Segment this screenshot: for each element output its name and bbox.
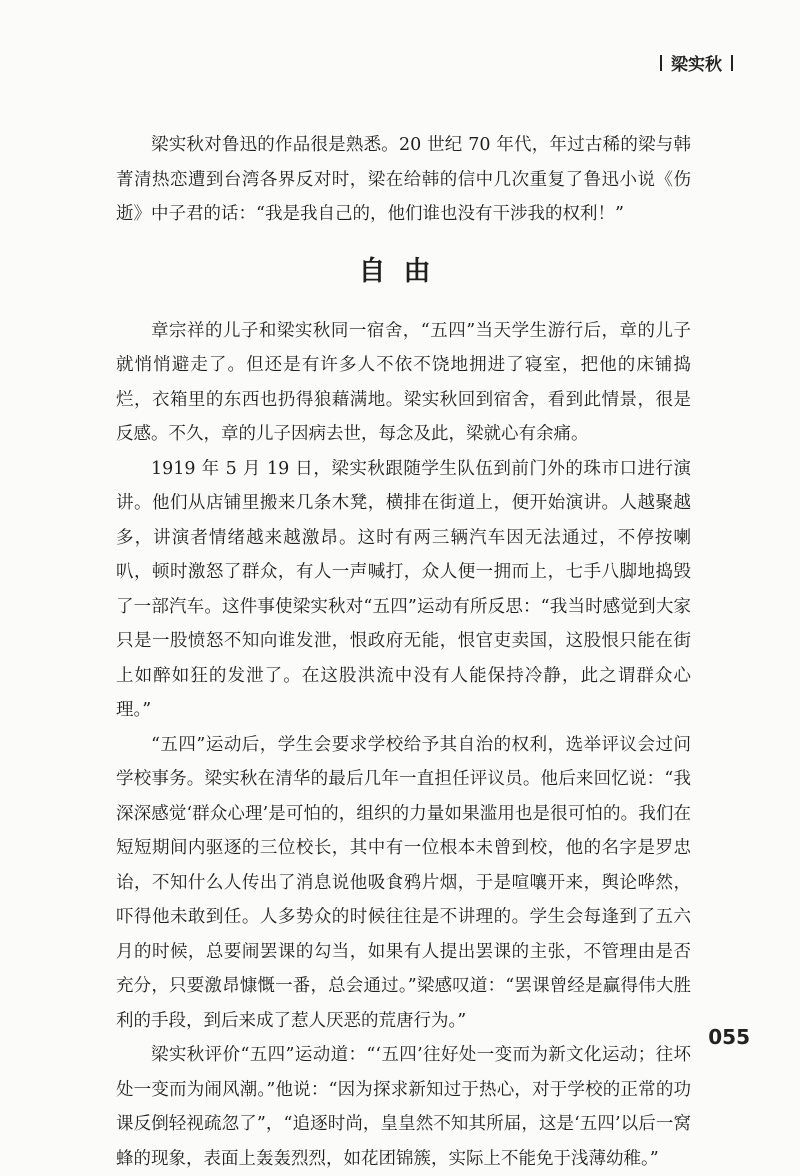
intro-paragraph: 梁实秋对鲁迅的作品很是熟悉。20 世纪 70 年代，年过古稀的梁与韩菁清热恋遭到台湾各界反对时，梁在给韩的信中几次重复了鲁迅小说《伤逝》中子君的话：“我是我自己的，他们谁也没有干涉我的权利！” (116, 135, 691, 224)
page-number: 055 (708, 1025, 750, 1049)
body-paragraph-3: “五四”运动后，学生会要求学校给予其自治的权利，选举评议会过问学校事务。梁实秋在清华的最后几年一直担任评议员。他后来回忆说：“我深深感觉‘群众心理’是可怕的，组织的力量如果滥用也是很可怕的。我们在短短期间内驱逐的三位校长，其中有一位根本未曾到校，他的名字是罗忠诒，不知什么人传出了消息说他吸食鸦片烟，于是喧嚷开来，舆论哗然，吓得他未敢到任。人多势众的时候往往是不讲理的。学生会每逢到了五六月的时候，总要闹罢课的勾当，如果有人提出罢课的主张，不管理由是否充分，只要激昂慷慨一番，总会通过。”梁感叹道：“罢课曾经是赢得伟大胜利的手段，到后来成了惹人厌恶的荒唐行为。” (116, 734, 691, 1031)
running-head-left-rule (660, 55, 662, 71)
section-title: 自由 (358, 255, 449, 287)
running-head-title: 梁实秋 (671, 55, 722, 75)
body-paragraph-2: 1919 年 5 月 19 日，梁实秋跟随学生队伍到前门外的珠市口进行演讲。他们从店铺里搬来几条木凳，横排在街道上，便开始演讲。人越聚越多，讲演者情绪越来越激昂。这时有两三辆汽车因无法通过，不停按喇叭，顿时激怒了群众，有人一声喊打，众人便一拥而上，七手八脚地捣毁了一部汽车。这件事使梁实秋对“五四”运动有所反思：“我当时感觉到大家只是一股愤怒不知向谁发泄，恨政府无能，恨官吏卖国，这股恨只能在街上如醉如狂的发泄了。在这股洪流中没有人能保持冷静，此之谓群众心理。” (116, 458, 691, 720)
running-head-right-rule (731, 55, 733, 71)
body-paragraph-4: 梁实秋评价“五四”运动道：“‘五四’往好处一变而为新文化运动；往坏处一变而为闹风潮。”他说：“因为探求新知过于热心，对于学校的正常的功课反倒轻视疏忽了”，“追逐时尚，皇皇然不知其所届，这是‘五四’以后一窝蜂的现象，表面上轰轰烈烈，如花团锦簇，实际上不能免于浅薄幼稚。” (116, 1045, 691, 1169)
page-body (116, 128, 691, 1176)
body-paragraph-1: 章宗祥的儿子和梁实秋同一宿舍，“五四”当天学生游行后，章的儿子就悄悄避走了。但还是有许多人不依不饶地拥进了寝室，把他的床铺捣烂，衣箱里的东西也扔得狼藉满地。梁实秋回到宿舍，看到此情景，很是反感。不久，章的儿子因病去世，每念及此，梁就心有余痛。 (116, 320, 691, 444)
running-head (651, 50, 742, 75)
